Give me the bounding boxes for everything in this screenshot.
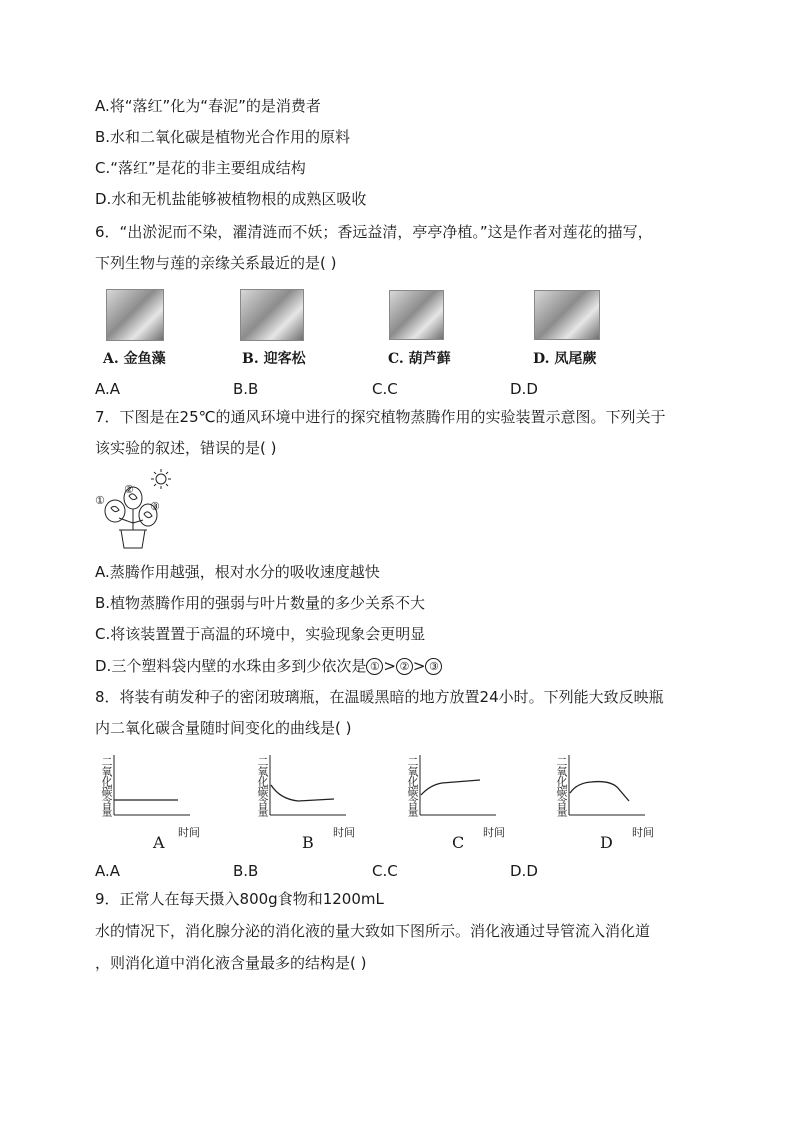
q9-stem-line2: 水的情况下，消化腺分泌的消化液的量大致如下图所示。消化液通过导管流入消化道 bbox=[95, 922, 651, 940]
sun-icon bbox=[151, 469, 171, 489]
q6-stem-line1: 6．“出淤泥而不染，濯清涟而不妖；香远益清，亭亭净植。”这是作者对莲花的描写， bbox=[95, 223, 653, 241]
q6-answer-b: B.B bbox=[233, 380, 259, 398]
plant-photo-a bbox=[106, 289, 164, 341]
graph-a-xlabel: 时间 bbox=[178, 826, 200, 839]
plant-caption-c: C. 葫芦藓 bbox=[388, 351, 451, 367]
gt-sign-2: > bbox=[412, 657, 426, 675]
q8-answer-a: A.A bbox=[95, 862, 121, 880]
bag-label-3: ③ bbox=[150, 500, 160, 513]
graph-d-letter: D bbox=[600, 833, 613, 852]
circled-3: ③ bbox=[425, 658, 442, 675]
q7-stem-line1: 7．下图是在25℃的通风环境中进行的探究植物蒸腾作用的实验装置示意图。下列关于 bbox=[95, 408, 666, 426]
q7-option-a: A.蒸腾作用越强，根对水分的吸收速度越快 bbox=[95, 563, 380, 581]
q8-answer-d: D.D bbox=[510, 862, 538, 880]
bag-label-1: ① bbox=[95, 494, 105, 507]
plant-caption-d: D. 凤尾蕨 bbox=[533, 351, 597, 367]
q9-stem-line3: ，则消化道中消化液含量最多的结构是( ) bbox=[95, 954, 367, 972]
graph-d-curve bbox=[570, 782, 629, 801]
plant-photo-d bbox=[534, 290, 600, 340]
graph-a bbox=[112, 755, 192, 817]
bag-label-2: ② bbox=[124, 483, 134, 496]
q8-stem-line1: 8．将装有萌发种子的密闭玻璃瓶，在温暖黑暗的地方放置24小时。下列能大致反映瓶 bbox=[95, 688, 664, 706]
q9-stem-line1: 9．正常人在每天摄入800g食物和1200mL bbox=[95, 890, 384, 908]
graph-c-letter: C bbox=[452, 833, 465, 852]
q8-answer-b: B.B bbox=[233, 862, 259, 880]
q7-option-d-text: D.三个塑料袋内壁的水珠由多到少依次是 bbox=[95, 657, 367, 675]
q8-answer-c: C.C bbox=[372, 862, 398, 880]
q8-stem-line2: 内二氧化碳含量随时间变化的曲线是( ) bbox=[95, 719, 352, 737]
graph-c-curve bbox=[421, 780, 480, 795]
graph-b-ylabel: 二氧化碳含量 bbox=[256, 756, 269, 816]
plant-caption-a: A. 金鱼藻 bbox=[103, 351, 166, 367]
graph-d bbox=[567, 755, 647, 817]
graph-b-curve bbox=[271, 785, 334, 801]
q7-option-b: B.植物蒸腾作用的强弱与叶片数量的多少关系不大 bbox=[95, 594, 426, 612]
q7-stem-line2: 该实验的叙述，错误的是( ) bbox=[95, 439, 277, 457]
plant-photo-c bbox=[389, 290, 444, 340]
graph-a-letter: A bbox=[153, 833, 165, 852]
graph-d-ylabel: 二氧化碳含量 bbox=[555, 756, 568, 816]
q5-option-d: D.水和无机盐能够被植物根的成熟区吸收 bbox=[95, 190, 367, 208]
circled-2: ② bbox=[396, 658, 413, 675]
q6-answer-a: A.A bbox=[95, 380, 121, 398]
plant-photo-b bbox=[240, 289, 304, 341]
plant-caption-b: B. 迎客松 bbox=[242, 351, 306, 367]
transpiration-diagram bbox=[95, 468, 180, 553]
q5-option-b: B.水和二氧化碳是植物光合作用的原料 bbox=[95, 128, 351, 146]
graph-c bbox=[418, 755, 498, 817]
q6-stem-line2: 下列生物与莲的亲缘关系最近的是( ) bbox=[95, 254, 337, 272]
q5-option-a: A.将“落红”化为“春泥”的是消费者 bbox=[95, 97, 321, 115]
graph-b-letter: B bbox=[302, 833, 314, 852]
q7-option-d bbox=[95, 656, 442, 676]
graph-d-xlabel: 时间 bbox=[632, 826, 654, 839]
q6-answer-d: D.D bbox=[510, 380, 538, 398]
graph-b-xlabel: 时间 bbox=[333, 826, 355, 839]
q5-option-c: C.“落红”是花的非主要组成结构 bbox=[95, 159, 306, 177]
q7-option-c: C.将该装置置于高温的环境中，实验现象会更明显 bbox=[95, 625, 426, 643]
q6-answer-c: C.C bbox=[372, 380, 398, 398]
graph-a-ylabel: 二氧化碳含量 bbox=[100, 756, 113, 816]
gt-sign-1: > bbox=[383, 657, 396, 675]
graph-b bbox=[268, 755, 348, 817]
circled-1: ① bbox=[366, 658, 383, 675]
graph-c-ylabel: 二氧化碳含量 bbox=[406, 756, 419, 816]
graph-c-xlabel: 时间 bbox=[483, 826, 505, 839]
